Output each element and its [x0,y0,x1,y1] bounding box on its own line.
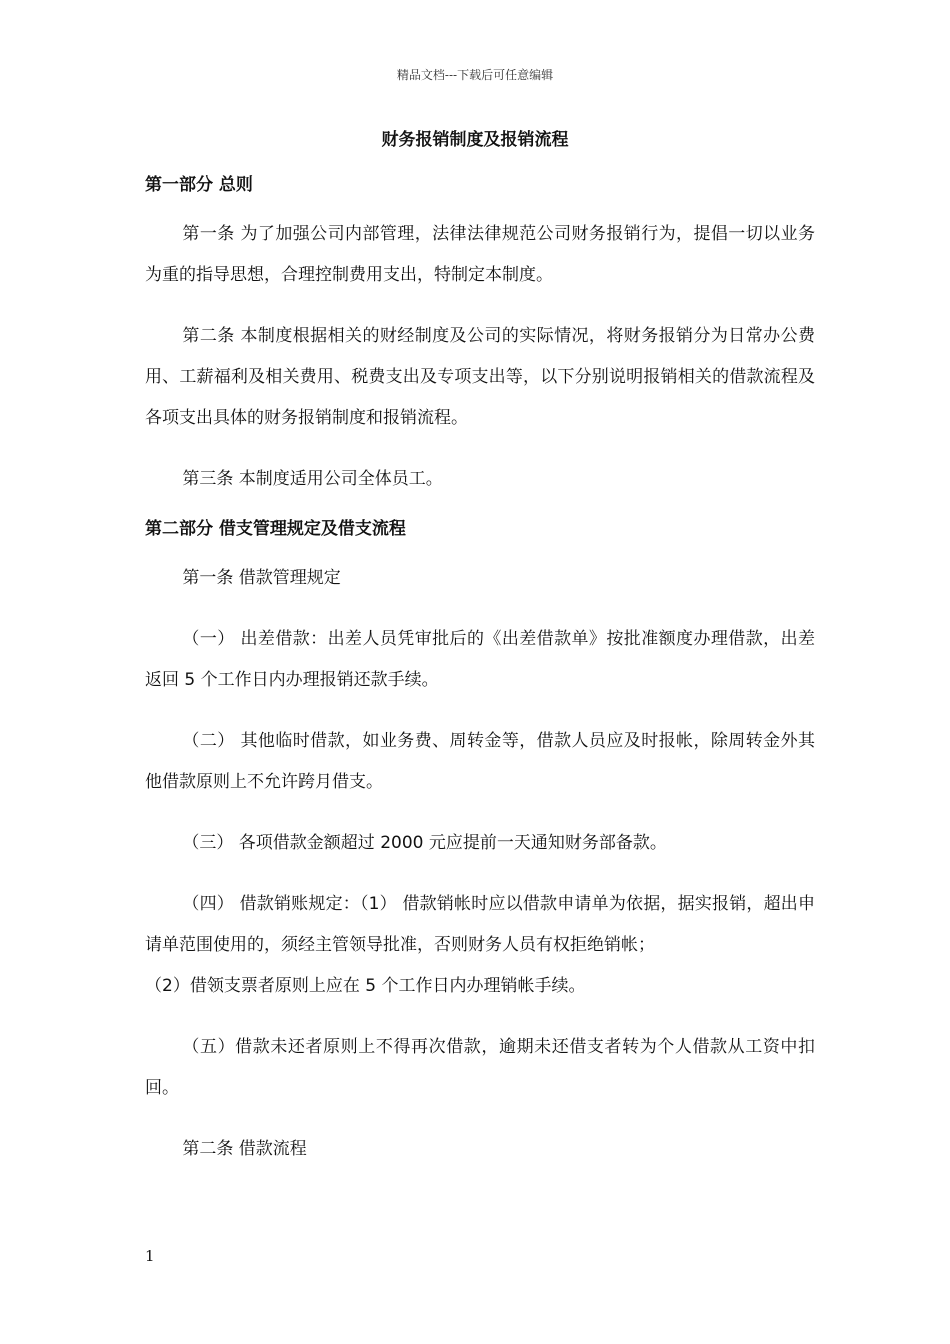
article-1: 第一条 为了加强公司内部管理，法律法律规范公司财务报销行为，提倡一切以业务为重的指导思想，合理控制费用支出，特制定本制度。 [145,224,815,285]
loan-rule-item-3: （三） 各项借款金额超过 2000 元应提前一天通知财务部备款。 [182,833,667,853]
article-2: 第二条 本制度根据相关的财经制度及公司的实际情况，将财务报销分为日常办公费用、工薪福利及相关费用、税费支出及专项支出等，以下分别说明报销相关的借款流程及各项支出具体的财务报销制度和报销流程。 [145,326,815,428]
section-heading-part1: 第一部分 总则 [145,175,253,195]
section-heading-part2: 第二部分 借支管理规定及借支流程 [145,519,406,539]
loan-rule-item-4: （四） 借款销账规定：（1） 借款销帐时应以借款申请单为依据，据实报销，超出申请单范围使用的，须经主管领导批准，否则财务人员有权拒绝销帐； [145,894,815,955]
loan-rule-item-1: （一） 出差借款：出差人员凭审批后的《出差借款单》按批准额度办理借款，出差返回 5 个工作日内办理报销还款手续。 [145,629,815,690]
article-heading-loan-rules: 第一条 借款管理规定 [182,568,341,588]
article-heading-loan-process: 第二条 借款流程 [182,1139,307,1159]
page-number: 1 [145,1247,155,1265]
document-body [145,170,815,1170]
page-header: 精品文档---下载后可任意编辑 [396,68,554,82]
loan-rule-item-4-sub: （2）借领支票者原则上应在 5 个工作日内办理销帐手续。 [145,976,586,996]
loan-rule-item-5: （五）借款未还者原则上不得再次借款，逾期未还借支者转为个人借款从工资中扣回。 [145,1037,815,1098]
loan-rule-item-2: （二） 其他临时借款，如业务费、周转金等，借款人员应及时报帐，除周转金外其他借款原则上不允许跨月借支。 [145,731,815,792]
document-title: 财务报销制度及报销流程 [381,130,569,150]
article-3: 第三条 本制度适用公司全体员工。 [182,469,443,489]
